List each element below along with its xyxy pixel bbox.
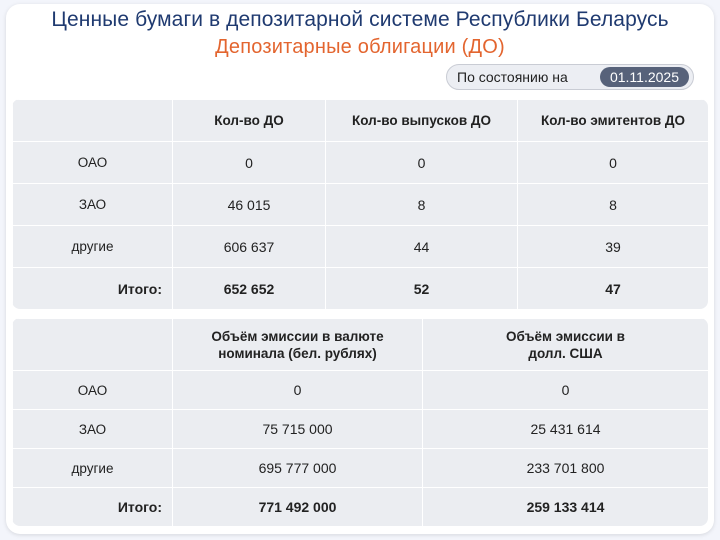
table-cell: 0: [173, 371, 423, 410]
table-cell: 695 777 000: [173, 449, 423, 488]
table-cell: 606 637: [173, 226, 326, 268]
as-of-date-pill: [446, 64, 694, 90]
total-row: [13, 268, 709, 310]
as-of-label: По состоянию на: [457, 69, 568, 85]
row-label: другие: [13, 226, 173, 268]
counts-table: [12, 99, 708, 309]
table-cell: 39: [518, 226, 709, 268]
total-cell: 771 492 000: [173, 488, 423, 527]
table-row: [13, 410, 709, 449]
table-cell: 44: [326, 226, 518, 268]
row-label: другие: [13, 449, 173, 488]
as-of-date-badge: 01.11.2025: [600, 67, 689, 87]
total-label: Итого:: [13, 268, 173, 310]
header-cell-empty: [13, 319, 173, 371]
table-cell: 0: [326, 142, 518, 184]
table-cell: 8: [326, 184, 518, 226]
table-cell: 0: [423, 371, 709, 410]
header-cell-issuers: Кол-во эмитентов ДО: [518, 100, 709, 142]
table-cell: 46 015: [173, 184, 326, 226]
total-label: Итого:: [13, 488, 173, 527]
table-cell: 0: [518, 142, 709, 184]
total-cell: 47: [518, 268, 709, 310]
table-row: [13, 449, 709, 488]
row-label: ОАО: [13, 371, 173, 410]
table-cell: 0: [173, 142, 326, 184]
table-header-row: [13, 100, 709, 142]
page-subtitle: Депозитарные облигации (ДО): [215, 36, 505, 58]
header-cell-issues: Кол-во выпусков ДО: [326, 100, 518, 142]
header-cell-volume-usd: Объём эмиссии в долл. США: [423, 319, 709, 371]
table-row: [13, 371, 709, 410]
table-cell: 8: [518, 184, 709, 226]
counts-table-panel: [12, 99, 708, 309]
total-row: [13, 488, 709, 527]
total-cell: 259 133 414: [423, 488, 709, 527]
table-row: [13, 142, 709, 184]
row-label: ОАО: [13, 142, 173, 184]
row-label: ЗАО: [13, 184, 173, 226]
total-cell: 52: [326, 268, 518, 310]
header-cell-volume-byn: Объём эмиссии в валюте номинала (бел. рублях): [173, 319, 423, 371]
table-cell: 25 431 614: [423, 410, 709, 449]
header-cell-count: Кол-во ДО: [173, 100, 326, 142]
total-cell: 652 652: [173, 268, 326, 310]
table-cell: 233 701 800: [423, 449, 709, 488]
table-header-row: [13, 319, 709, 371]
volume-table: [12, 318, 708, 526]
header-cell-empty: [13, 100, 173, 142]
volume-table-panel: [12, 318, 708, 526]
table-row: [13, 184, 709, 226]
table-cell: 75 715 000: [173, 410, 423, 449]
row-label: ЗАО: [13, 410, 173, 449]
page-title: Ценные бумаги в депозитарной системе Республики Беларусь: [51, 8, 669, 31]
table-row: [13, 226, 709, 268]
